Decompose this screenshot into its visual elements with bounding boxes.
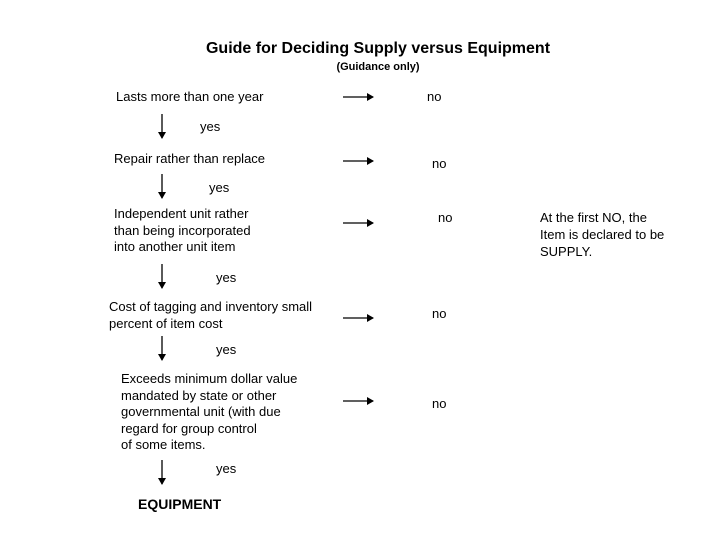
no-label-2: no xyxy=(432,156,447,171)
no-arrow-1 xyxy=(343,91,375,103)
question-1: Lasts more than one year xyxy=(116,89,264,104)
yes-arrow-1 xyxy=(156,114,168,140)
diagram-subtitle: (Guidance only) xyxy=(336,61,420,73)
question-5: Exceeds minimum dollar value mandated by state or other governmental unit (with due regard for group control of some items. xyxy=(121,371,298,452)
yes-arrow-2 xyxy=(156,174,168,200)
equipment-result: EQUIPMENT xyxy=(138,496,222,512)
no-arrow-2 xyxy=(343,155,375,167)
no-label-4: no xyxy=(432,306,447,321)
no-label-3: no xyxy=(438,210,453,225)
question-2: Repair rather than replace xyxy=(114,151,266,166)
yes-arrow-4 xyxy=(156,336,168,362)
no-arrow-4 xyxy=(343,312,375,324)
yes-arrow-5 xyxy=(156,460,168,486)
yes-arrow-3 xyxy=(156,264,168,290)
yes-label-4: yes xyxy=(216,342,237,357)
no-arrow-5 xyxy=(343,395,375,407)
question-4: Cost of tagging and inventory small percent of item cost xyxy=(109,299,313,331)
supply-rule-note: At the first NO, the Item is declared to be SUPPLY. xyxy=(540,210,665,259)
diagram-title: Guide for Deciding Supply versus Equipment xyxy=(205,40,551,57)
yes-label-3: yes xyxy=(216,270,237,285)
no-arrow-3 xyxy=(343,217,375,229)
no-label-1: no xyxy=(427,89,442,104)
yes-label-1: yes xyxy=(200,119,221,134)
yes-label-2: yes xyxy=(209,180,230,195)
question-3: Independent unit rather than being incorporated into another unit item xyxy=(114,206,251,254)
no-label-5: no xyxy=(432,396,447,411)
yes-label-5: yes xyxy=(216,461,237,476)
